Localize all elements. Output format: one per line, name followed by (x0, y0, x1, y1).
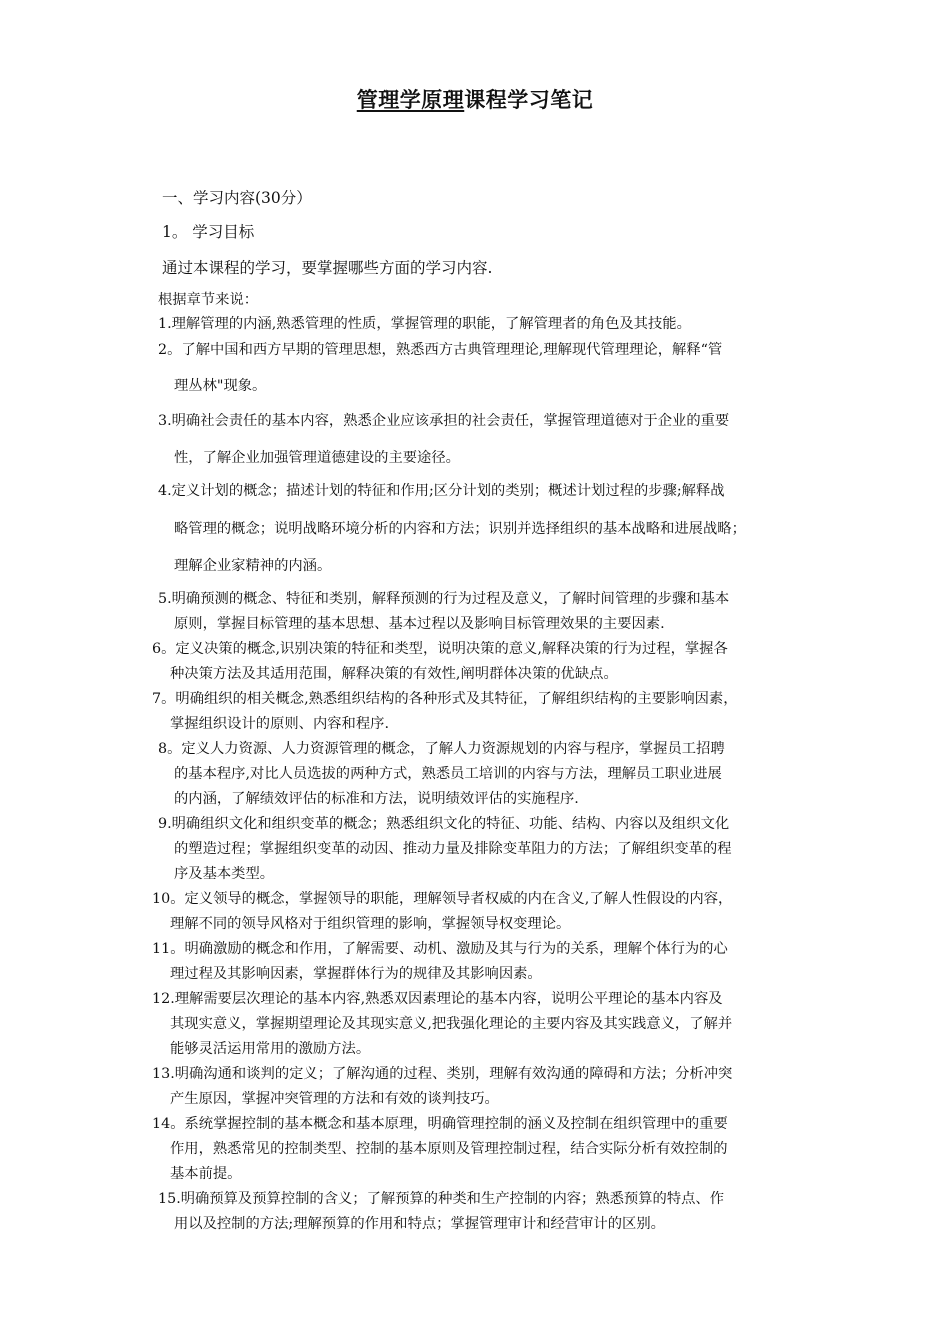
list-item-line: 作用，熟悉常见的控制类型、控制的基本原则及管理控制过程，结合实际分析有效控制的 (170, 1141, 728, 1157)
list-item-line: 6。定义决策的概念,识别决策的特征和类型，说明决策的意义,解释决策的行为过程，掌握各 (152, 641, 728, 657)
list-item-line: 3.明确社会责任的基本内容，熟悉企业应该承担的社会责任，掌握管理道德对于企业的重要 (158, 413, 730, 429)
list-item-line: 理丛林"现象。 (174, 378, 267, 394)
list-item-line: 原则，掌握目标管理的基本思想、基本过程以及影响目标管理效果的主要因素. (174, 616, 665, 632)
list-item-line: 性，了解企业加强管理道德建设的主要途径。 (174, 450, 460, 466)
section-heading: 一、学习内容(30分） (162, 189, 312, 207)
list-item-line: 8。定义人力资源、人力资源管理的概念，了解人力资源规划的内容与程序，掌握员工招聘 (158, 741, 725, 757)
list-item-line: 基本前提。 (170, 1166, 242, 1182)
intro-text: 通过本课程的学习，要掌握哪些方面的学习内容. (162, 259, 493, 277)
list-item-line: 15.明确预算及预算控制的含义；了解预算的种类和生产控制的内容；熟悉预算的特点、作 (158, 1191, 725, 1207)
list-item-line: 13.明确沟通和谈判的定义；了解沟通的过程、类别，理解有效沟通的障碍和方法；分析冲突 (152, 1066, 733, 1082)
page-title (0, 84, 950, 114)
chapter-note: 根据章节来说： (158, 292, 259, 308)
list-item-line: 理解不同的领导风格对于组织管理的影响，掌握领导权变理论。 (170, 916, 571, 932)
list-item-line: 其现实意义，掌握期望理论及其现实意义,把我强化理论的主要内容及其实践意义，了解并 (170, 1016, 733, 1032)
sub-heading: 1。 学习目标 (162, 223, 255, 241)
list-item-line: 产生原因，掌握冲突管理的方法和有效的谈判技巧。 (170, 1091, 499, 1107)
list-item-line: 的基本程序,对比人员选拔的两种方式，熟悉员工培训的内容与方法，理解员工职业进展 (174, 766, 722, 782)
list-item-line: 种决策方法及其适用范围，解释决策的有效性,阐明群体决策的优缺点。 (170, 666, 618, 682)
list-item-line: 略管理的概念；说明战略环境分析的内容和方法；识别并选择组织的基本战略和进展战略； (174, 521, 746, 537)
list-item-line: 10。定义领导的概念，掌握领导的职能，理解领导者权威的内在含义,了解人性假设的内容， (152, 891, 733, 907)
list-item-line: 7。明确组织的相关概念,熟悉组织结构的各种形式及其特征，了解组织结构的主要影响因素， (152, 691, 738, 707)
list-item-line: 1.理解管理的内涵,熟悉管理的性质，掌握管理的职能，了解管理者的角色及其技能。 (158, 316, 691, 332)
title-rest: 课程学习笔记 (464, 88, 594, 112)
list-item-line: 序及基本类型。 (174, 866, 275, 882)
list-item-line: 9.明确组织文化和组织变革的概念；熟悉组织文化的特征、功能、结构、内容以及组织文化 (158, 816, 730, 832)
list-item-line: 12.理解需要层次理论的基本内容,熟悉双因素理论的基本内容，说明公平理论的基本内容及 (152, 991, 723, 1007)
list-item-line: 14。系统掌握控制的基本概念和基本原理，明确管理控制的涵义及控制在组织管理中的重要 (152, 1116, 728, 1132)
list-item-line: 11。明确激励的概念和作用，了解需要、动机、激励及其与行为的关系，理解个体行为的心 (152, 941, 728, 957)
list-item-line: 能够灵活运用常用的激励方法。 (170, 1041, 371, 1057)
list-item-line: 5.明确预测的概念、特征和类别，解释预测的行为过程及意义，了解时间管理的步骤和基本 (158, 591, 730, 607)
list-item-line: 掌握组织设计的原则、内容和程序. (170, 716, 389, 732)
title-underlined: 管理学原理 (356, 88, 465, 112)
list-item-line: 理过程及其影响因素，掌握群体行为的规律及其影响因素。 (170, 966, 542, 982)
list-item-line: 4.定义计划的概念；描述计划的特征和作用;区分计划的类别；概述计划过程的步骤;解释战 (158, 483, 725, 499)
list-item-line: 2。了解中国和西方早期的管理思想，熟悉西方古典管理理论,理解现代管理理论，解释“管 (158, 342, 723, 358)
list-item-line: 用以及控制的方法;理解预算的作用和特点；掌握管理审计和经营审计的区别。 (174, 1216, 665, 1232)
list-item-line: 的塑造过程；掌握组织变革的动因、推动力量及排除变革阻力的方法；了解组织变革的程 (174, 841, 732, 857)
list-item-line: 理解企业家精神的内涵。 (174, 558, 332, 574)
list-item-line: 的内涵，了解绩效评估的标准和方法，说明绩效评估的实施程序. (174, 791, 579, 807)
